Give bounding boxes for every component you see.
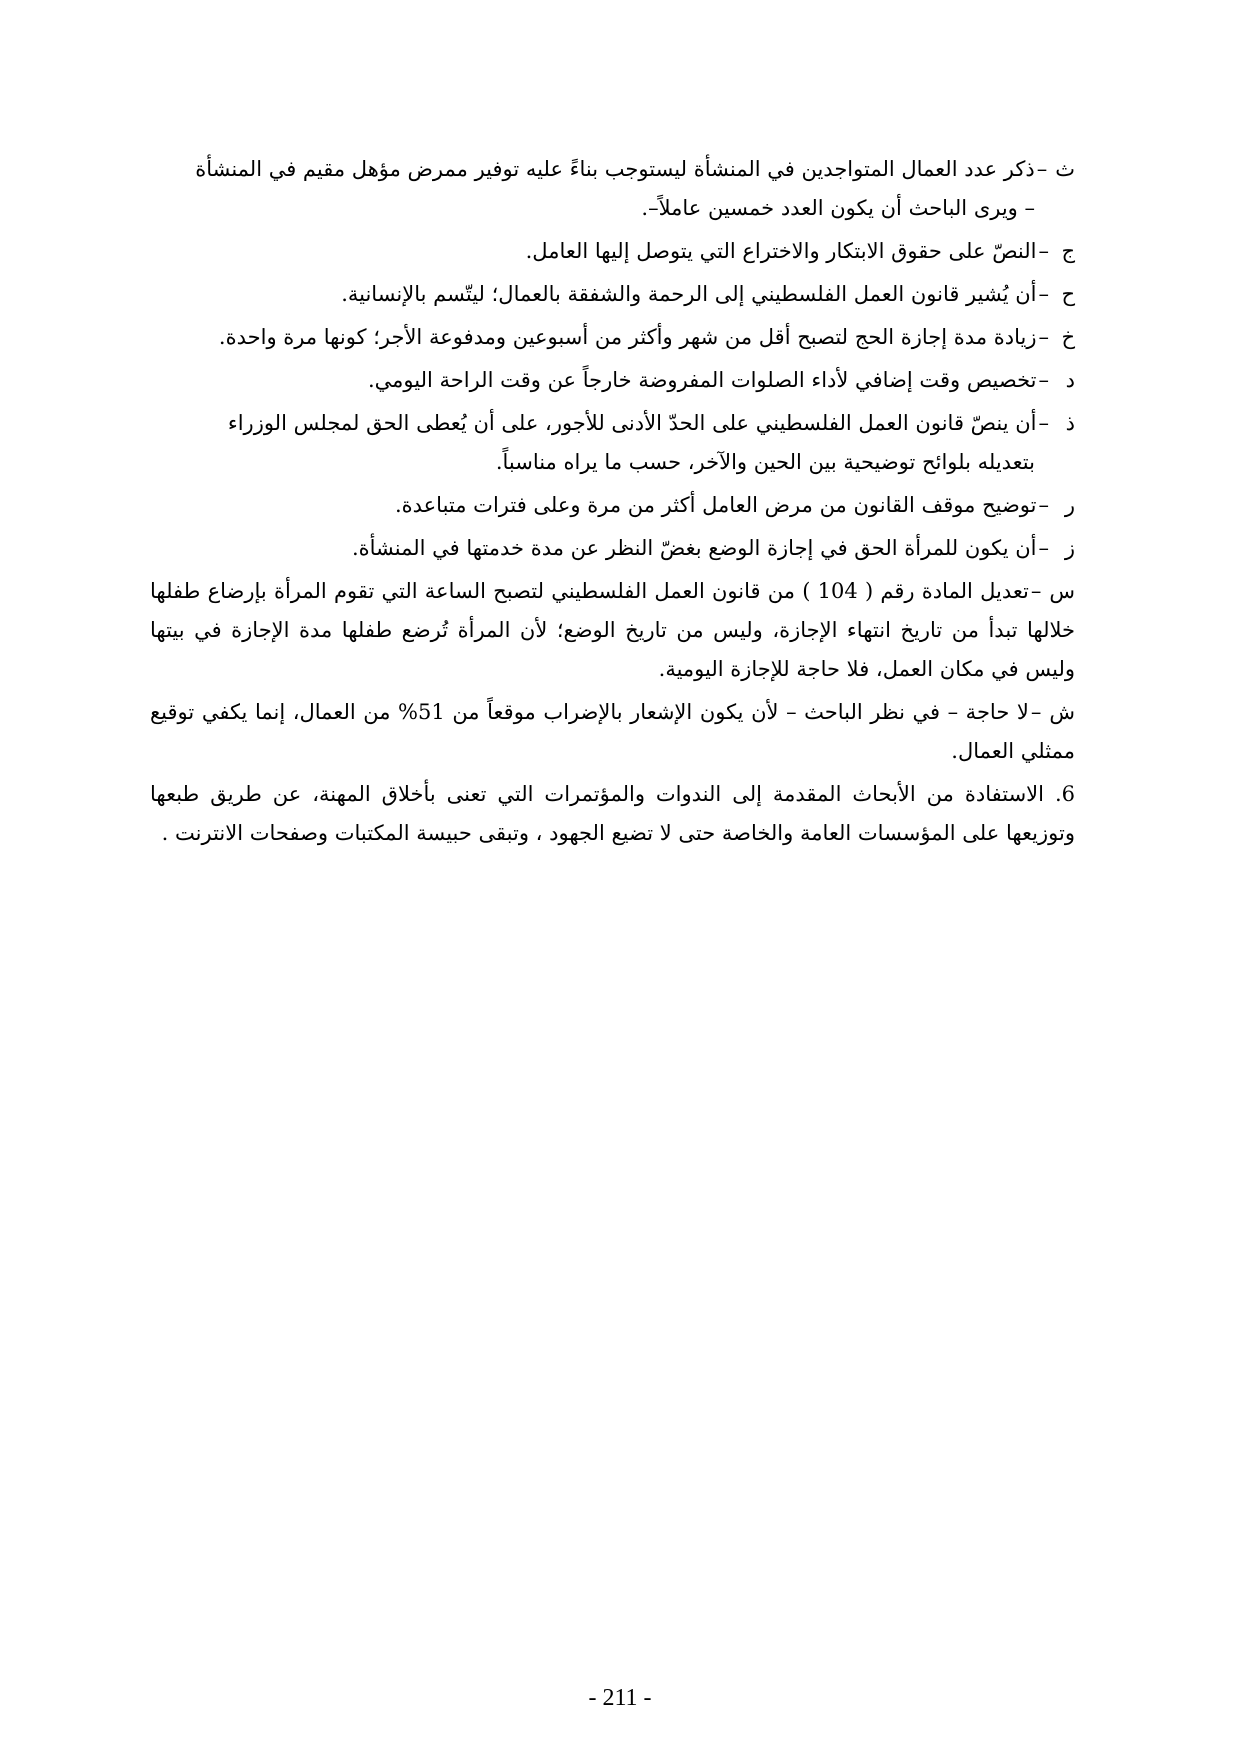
item-marker: ر [1064, 493, 1075, 517]
numbered-recommendation [150, 775, 1075, 853]
item-text: زيادة مدة إجازة الحج لتصبح أقل من شهر وأكثر من أسبوعين ومدفوعة الأجر؛ كونها مرة واحدة. [218, 325, 1037, 349]
item-dash: – [1038, 493, 1049, 517]
item-dash: – [1030, 579, 1042, 603]
recommendation-item [150, 693, 1075, 771]
page-number: - 211 - [588, 1685, 652, 1711]
item-text: أن يُشير قانون العمل الفلسطيني إلى الرحمة والشفقة بالعمال؛ ليتّسم بالإنسانية. [341, 282, 1037, 306]
item-text: أن يكون للمرأة الحق في إجازة الوضع بغضّ النظر عن مدة خدمتها في المنشأة. [351, 536, 1037, 560]
item-marker: خ [1061, 325, 1075, 349]
item-marker: س [1049, 579, 1075, 603]
item-text: تخصيص وقت إضافي لأداء الصلوات المفروضة خارجاً عن وقت الراحة اليومي. [368, 368, 1037, 392]
item-marker: ث [1055, 157, 1075, 181]
recommendation-item [150, 318, 1075, 357]
item-marker: د [1065, 368, 1075, 392]
item-text: لا حاجة – في نظر الباحث – لأن يكون الإشعار بالإضراب موقعاً من 51% من العمال، إنما يكفي توقيع ممثلي العمال. [150, 700, 1075, 763]
item-dash: – [1030, 700, 1042, 724]
recommendation-item [150, 150, 1075, 228]
item-text: النصّ على حقوق الابتكار والاختراع التي يتوصل إليها العامل. [525, 239, 1037, 263]
item-dash: – [1038, 411, 1049, 435]
item-text: ذكر عدد العمال المتواجدين في المنشأة ليستوجب بناءً عليه توفير ممرض مؤهل مقيم في المنشأة [195, 157, 1035, 181]
item-marker: ج [1061, 239, 1075, 263]
recommendation-item [150, 486, 1075, 525]
item-marker: ش [1049, 700, 1075, 724]
recommendation-item [150, 404, 1075, 482]
recommendation-item [150, 572, 1075, 689]
item-continuation: – ويرى الباحث أن يكون العدد خمسين عاملاً–. [641, 196, 1035, 220]
item-marker: ز [1064, 536, 1075, 560]
item-marker: ح [1061, 282, 1075, 306]
item-dash: – [1038, 536, 1049, 560]
recommendation-number: 6. [1054, 782, 1075, 806]
item-continuation: بتعديله بلوائح توضيحية بين الحين والآخر، حسب ما يراه مناسباً. [495, 450, 1035, 474]
item-dash: – [1038, 282, 1049, 306]
recommendations-list [150, 150, 1075, 857]
recommendation-item [150, 361, 1075, 400]
item-text: أن ينصّ قانون العمل الفلسطيني على الحدّ الأدنى للأجور، على أن يُعطى الحق لمجلس الوزراء [227, 411, 1037, 435]
item-dash: – [1036, 157, 1048, 181]
item-dash: – [1038, 325, 1049, 349]
item-text: توضيح موقف القانون من مرض العامل أكثر من مرة وعلى فترات متباعدة. [394, 493, 1037, 517]
recommendation-text: الاستفادة من الأبحاث المقدمة إلى الندوات والمؤتمرات التي تعنى بأخلاق المهنة، عن طريق طبعها وتوزيعها على المؤسسات العامة والخاصة حتى لا تضيع الجهود ، وتبقى حبيسة المكتبات وصفحات الانترنت . [150, 782, 1075, 845]
recommendation-item [150, 275, 1075, 314]
item-text: تعديل المادة رقم ( 104 ) من قانون العمل الفلسطيني لتصبح الساعة التي تقوم المرأة بإرضاع طفلها خلالها تبدأ من تاريخ انتهاء الإجازة، وليس من تاريخ الوضع؛ لأن المرأة تُرضع طفلها مدة الإجازة في بيتها وليس في مكان العمل، فلا حاجة للإجازة اليومية. [150, 579, 1075, 681]
recommendation-item [150, 232, 1075, 271]
item-dash: – [1038, 239, 1049, 263]
item-dash: – [1038, 368, 1049, 392]
item-marker: ذ [1065, 411, 1075, 435]
recommendation-item [150, 529, 1075, 568]
